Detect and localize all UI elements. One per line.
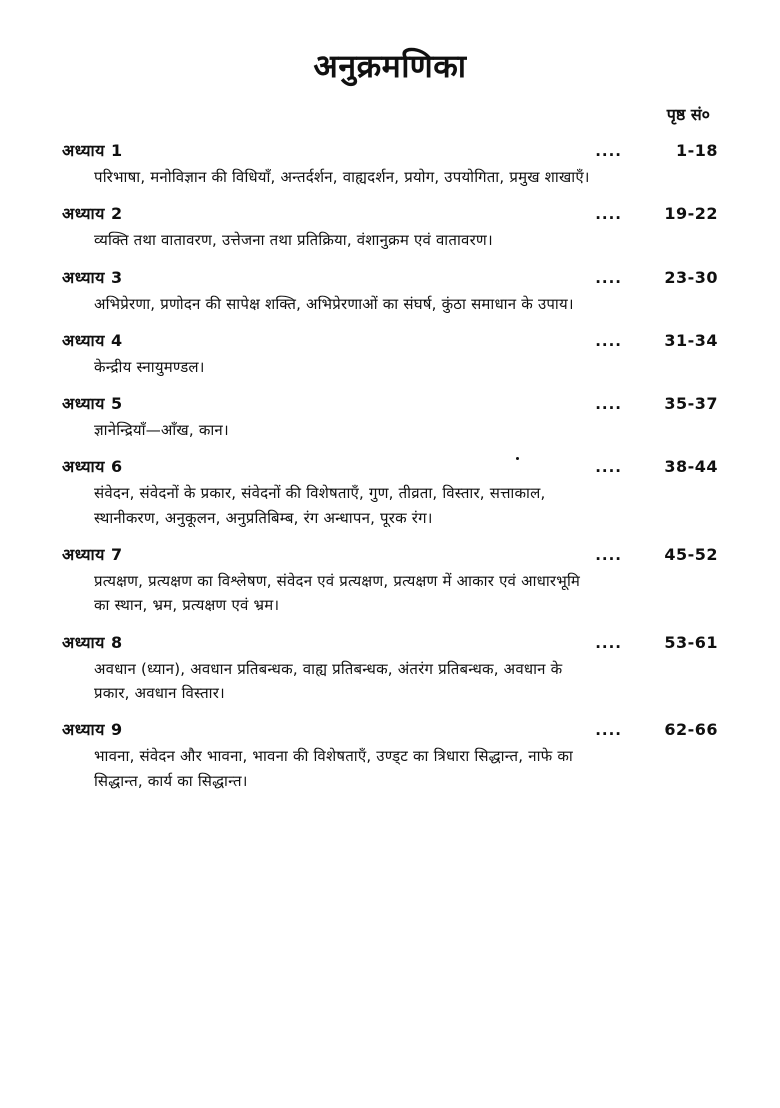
chapter-label: अध्याय 6 [62, 457, 123, 477]
toc-entry-head [62, 266, 718, 288]
leader-dots: .... [595, 546, 622, 565]
page-title: अनुक्रमणिका [313, 47, 467, 85]
toc-entry-head [62, 139, 718, 161]
chapter-label: अध्याय 4 [62, 330, 123, 350]
toc-entry [62, 139, 718, 189]
table-of-contents [62, 139, 718, 793]
chapter-description: व्यक्ति तथा वातावरण, उत्तेजना तथा प्रतिक्रिया, वंशानुक्रम एवं वातावरण। [94, 231, 493, 250]
toc-entry [62, 718, 718, 793]
page-range: 38-44 [664, 457, 718, 477]
chapter-label: अध्याय 5 [62, 394, 123, 414]
leader-dots: .... [595, 142, 622, 160]
toc-entry-head [62, 455, 718, 477]
page-range: 23-30 [664, 267, 718, 287]
leader-dots: .... [595, 331, 622, 350]
toc-entry-head [62, 543, 718, 565]
page-range: 45-52 [664, 545, 718, 565]
leader-dots: .... [595, 205, 622, 224]
chapter-label: अध्याय 7 [62, 545, 123, 565]
page-range: 53-61 [664, 632, 718, 652]
page-range: 62-66 [664, 720, 718, 740]
toc-entry [62, 202, 718, 252]
leader-dots: .... [595, 458, 622, 477]
page-range: 31-34 [664, 330, 718, 350]
chapter-description: परिभाषा, मनोविज्ञान की विधियाँ, अन्तर्दर्शन, वाह्यदर्शन, प्रयोग, उपयोगिता, प्रमुख शाखाएँ। [94, 168, 590, 186]
leader-dots: .... [595, 633, 622, 652]
chapter-description: प्रत्यक्षण, प्रत्यक्षण का विश्लेषण, संवेदन एवं प्रत्यक्षण, प्रत्यक्षण में आकार एवं आधारभूमि का स्थान, भ्रम, प्रत्यक्षण एवं भ्रम। [94, 572, 581, 615]
toc-entry [62, 266, 718, 316]
chapter-label: अध्याय 3 [62, 267, 123, 287]
chapter-description: ज्ञानेन्द्रियाँ—आँख, कान। [94, 421, 229, 440]
toc-entry [62, 392, 718, 442]
toc-entry [62, 329, 718, 379]
toc-entry-head [62, 718, 718, 740]
page-range: 1-18 [675, 141, 718, 160]
stray-ink-dot [516, 457, 519, 460]
toc-entry-head [62, 392, 718, 414]
chapter-label: अध्याय 2 [62, 204, 123, 224]
toc-entry-head [62, 329, 718, 351]
chapter-description: अवधान (ध्यान), अवधान प्रतिबन्धक, वाह्य प्रतिबन्धक, अंतरंग प्रतिबन्धक, अवधान के प्रकार, अवधान विस्तार। [94, 659, 563, 702]
page-range: 35-37 [664, 394, 718, 414]
toc-entry-head [62, 631, 718, 653]
chapter-label: अध्याय 8 [62, 632, 123, 652]
chapter-description: केन्द्रीय स्नायुमण्डल। [94, 357, 205, 376]
leader-dots: .... [595, 395, 622, 414]
toc-entry-head [62, 202, 718, 224]
leader-dots: .... [595, 268, 622, 287]
chapter-description: भावना, संवेदन और भावना, भावना की विशेषताएँ, उण्ड्ट का त्रिधारा सिद्धान्त, नाफे का सिद्धान्त, कार्य का सिद्धान्त। [94, 747, 573, 790]
chapter-description: अभिप्रेरणा, प्रणोदन की सापेक्ष शक्ति, अभिप्रेरणाओं का संघर्ष, कुंठा समाधान के उपाय। [94, 294, 574, 313]
toc-entry [62, 631, 718, 706]
chapter-label: अध्याय 9 [62, 720, 123, 740]
leader-dots: .... [595, 721, 622, 740]
chapter-label: अध्याय 1 [62, 141, 123, 160]
toc-entry [62, 543, 718, 618]
chapter-description: संवेदन, संवेदनों के प्रकार, संवेदनों की विशेषताएँ, गुण, तीव्रता, विस्तार, सत्ताकाल, स्थानीकरण, अनुकूलन, अनुप्रतिबिम्ब, रंग अन्धापन, पूरक रंग। [94, 484, 546, 527]
page-range: 19-22 [664, 204, 718, 224]
page-number-column-header: पृष्ठ सं० [666, 105, 710, 124]
toc-entry [62, 455, 718, 530]
